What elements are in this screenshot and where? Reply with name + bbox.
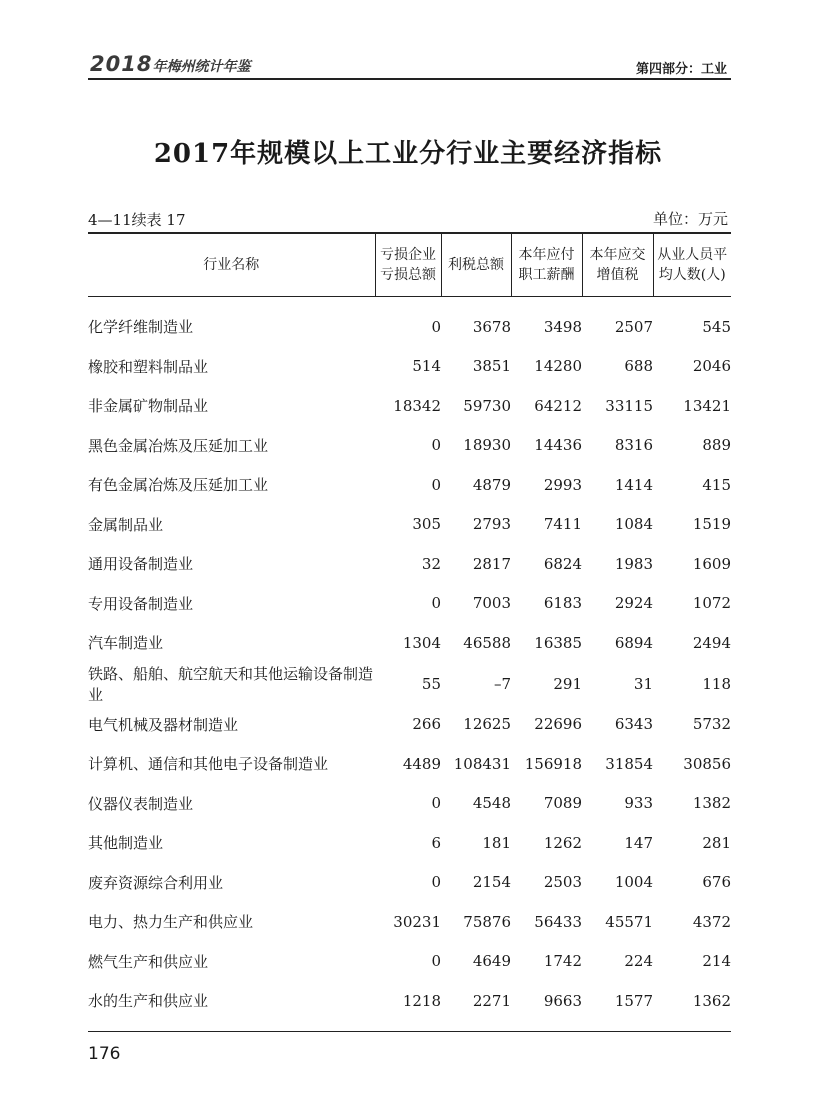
value-employees: 1519: [692, 515, 731, 534]
value-loss: 0: [431, 475, 441, 494]
value-payroll: 2993: [543, 475, 582, 494]
value-employees: 2046: [692, 357, 731, 376]
value-vat: 933: [624, 794, 653, 813]
value-employees: 415: [702, 475, 731, 494]
value-vat: 31854: [605, 754, 653, 773]
value-profit-tax: 2793: [472, 515, 511, 534]
value-profit-tax: 3851: [472, 357, 511, 376]
column-header: [582, 233, 653, 297]
table-row: [88, 623, 731, 663]
value-loss: 0: [431, 952, 441, 971]
industry-name: 电力、热力生产和供应业: [88, 913, 254, 932]
value-vat: 33115: [605, 396, 653, 415]
value-employees: 676: [702, 873, 731, 892]
value-vat: 2924: [614, 594, 653, 613]
industry-name: 非金属矿物制品业: [88, 397, 209, 416]
table-row: [88, 544, 731, 584]
column-header: [653, 233, 731, 297]
industry-name: 汽车制造业: [88, 634, 164, 653]
industry-name: 通用设备制造业: [88, 555, 194, 574]
header-row: [88, 233, 731, 297]
industry-name: 金属制品业: [88, 515, 164, 534]
column-header: [88, 233, 375, 297]
value-payroll: 6824: [543, 554, 582, 573]
value-loss: 4489: [402, 754, 441, 773]
column-header-line: 本年应付: [518, 247, 575, 263]
table-row: [88, 942, 731, 982]
value-profit-tax: 7003: [472, 594, 511, 613]
value-payroll: 6183: [543, 594, 582, 613]
column-header: [441, 233, 511, 297]
column-header-line: 增值税: [596, 267, 639, 283]
value-employees: 1362: [653, 981, 731, 1031]
table-row: [88, 347, 731, 387]
column-header: [511, 233, 582, 297]
table-row: [88, 902, 731, 942]
value-loss: 0: [431, 317, 441, 336]
column-header-line: 亏损总额: [380, 267, 436, 283]
value-payroll: 9663: [511, 981, 582, 1031]
value-profit-tax: 2271: [441, 981, 511, 1031]
value-profit-tax: –7: [493, 674, 511, 693]
running-header: [88, 50, 731, 80]
value-vat: 224: [624, 952, 653, 971]
value-employees: 545: [702, 317, 731, 336]
industry-name: 水的生产和供应业: [88, 981, 375, 1031]
value-loss: 1218: [375, 981, 441, 1031]
table-row: [88, 863, 731, 903]
table-row: [88, 823, 731, 863]
industry-name: 铁路、船舶、航空航天和其他运输设备制造业: [88, 664, 374, 704]
value-payroll: 64212: [534, 396, 582, 415]
value-loss: 55: [421, 674, 441, 693]
value-employees: 1072: [692, 594, 731, 613]
industry-name: 废弃资源综合利用业: [88, 873, 224, 892]
industry-name: 其他制造业: [88, 834, 164, 853]
value-loss: 305: [412, 515, 441, 534]
table-row: [88, 784, 731, 824]
unit-label: 单位：万元: [652, 210, 728, 228]
value-loss: 0: [431, 436, 441, 455]
industry-name: 橡胶和塑料制品业: [88, 357, 209, 376]
value-payroll: 1742: [543, 952, 582, 971]
value-employees: 13421: [683, 396, 731, 415]
column-header-line: 职工薪酬: [518, 267, 575, 283]
value-vat: 2507: [614, 317, 653, 336]
value-vat: 31: [633, 674, 653, 693]
value-vat: 45571: [605, 912, 653, 931]
value-payroll: 291: [553, 674, 582, 693]
column-header-line: 均人数(人): [658, 267, 726, 283]
industry-name: 专用设备制造业: [88, 594, 194, 613]
value-profit-tax: 4649: [472, 952, 511, 971]
value-employees: 2494: [692, 633, 731, 652]
value-profit-tax: 46588: [463, 633, 511, 652]
value-profit-tax: 4879: [472, 475, 511, 494]
value-vat: 1414: [614, 475, 653, 494]
value-profit-tax: 2154: [472, 873, 511, 892]
table-row: [88, 386, 731, 426]
value-loss: 0: [431, 794, 441, 813]
industry-name: 电气机械及器材制造业: [88, 715, 239, 734]
value-payroll: 7089: [543, 794, 582, 813]
value-payroll: 3498: [543, 317, 582, 336]
value-loss: 0: [431, 594, 441, 613]
column-header-line: 利税总额: [448, 257, 504, 273]
value-profit-tax: 59730: [463, 396, 511, 415]
industry-name: 黑色金属冶炼及压延加工业: [88, 436, 269, 455]
table-row: [88, 705, 731, 745]
table-id: 4—11续表 17: [88, 211, 186, 229]
value-vat: 147: [624, 833, 653, 852]
value-employees: 118: [702, 674, 731, 693]
value-loss: 0: [431, 873, 441, 892]
value-loss: 514: [412, 357, 441, 376]
value-vat: 1084: [614, 515, 653, 534]
table-row: [88, 744, 731, 784]
value-payroll: 7411: [543, 515, 582, 534]
table-row: [88, 663, 731, 705]
page-number: 176: [88, 1044, 121, 1064]
value-vat: 1983: [614, 554, 653, 573]
table-row: [88, 584, 731, 624]
column-header-line: 从业人员平: [657, 247, 728, 263]
value-profit-tax: 4548: [472, 794, 511, 813]
table-row: [88, 297, 731, 347]
table-row: [88, 465, 731, 505]
value-profit-tax: 2817: [472, 554, 511, 573]
value-employees: 4372: [692, 912, 731, 931]
value-employees: 889: [702, 436, 731, 455]
column-header-line: 行业名称: [203, 257, 260, 273]
value-profit-tax: 181: [482, 833, 511, 852]
value-profit-tax: 108431: [453, 754, 511, 773]
value-loss: 1304: [402, 633, 441, 652]
value-vat: 8316: [614, 436, 653, 455]
table-body: [88, 297, 731, 1032]
column-header: [375, 233, 441, 297]
industry-name: 仪器仪表制造业: [88, 794, 194, 813]
page-title: 2017年规模以上工业分行业主要经济指标: [153, 139, 663, 169]
value-payroll: 22696: [534, 715, 582, 734]
table-row: [88, 426, 731, 466]
value-vat: 6894: [614, 633, 653, 652]
value-employees: 1609: [692, 554, 731, 573]
value-profit-tax: 75876: [463, 912, 511, 931]
value-payroll: 14280: [534, 357, 582, 376]
value-vat: 1004: [614, 873, 653, 892]
value-payroll: 2503: [543, 873, 582, 892]
section-name: 第四部分：工业: [635, 62, 727, 77]
value-loss: 18342: [393, 396, 441, 415]
industry-name: 化学纤维制造业: [88, 318, 194, 337]
industry-name: 有色金属冶炼及压延加工业: [88, 476, 269, 495]
industry-name: 计算机、通信和其他电子设备制造业: [88, 755, 329, 774]
value-payroll: 156918: [524, 754, 582, 773]
value-vat: 688: [624, 357, 653, 376]
value-payroll: 56433: [534, 912, 582, 931]
value-payroll: 1262: [543, 833, 582, 852]
indicator-table: [88, 232, 731, 1032]
column-header-line: 本年应交: [589, 247, 646, 263]
value-loss: 6: [431, 833, 441, 852]
industry-name: 燃气生产和供应业: [88, 952, 209, 971]
column-header-line: 亏损企业: [380, 247, 436, 263]
table-row: [88, 981, 731, 1031]
table-row: [88, 505, 731, 545]
value-employees: 5732: [692, 715, 731, 734]
book-title-text: 年梅州统计年鉴: [152, 59, 251, 75]
value-employees: 281: [702, 833, 731, 852]
value-vat: 1577: [582, 981, 653, 1031]
value-vat: 6343: [614, 715, 653, 734]
value-loss: 30231: [393, 912, 441, 931]
book-year: 2018: [90, 52, 153, 76]
value-profit-tax: 12625: [463, 715, 511, 734]
value-profit-tax: 18930: [463, 436, 511, 455]
value-profit-tax: 3678: [472, 317, 511, 336]
value-payroll: 14436: [534, 436, 582, 455]
value-loss: 32: [421, 554, 441, 573]
value-payroll: 16385: [534, 633, 582, 652]
book-title: [90, 52, 250, 76]
value-employees: 214: [702, 952, 731, 971]
value-loss: 266: [412, 715, 441, 734]
value-employees: 30856: [683, 754, 731, 773]
value-employees: 1382: [692, 794, 731, 813]
